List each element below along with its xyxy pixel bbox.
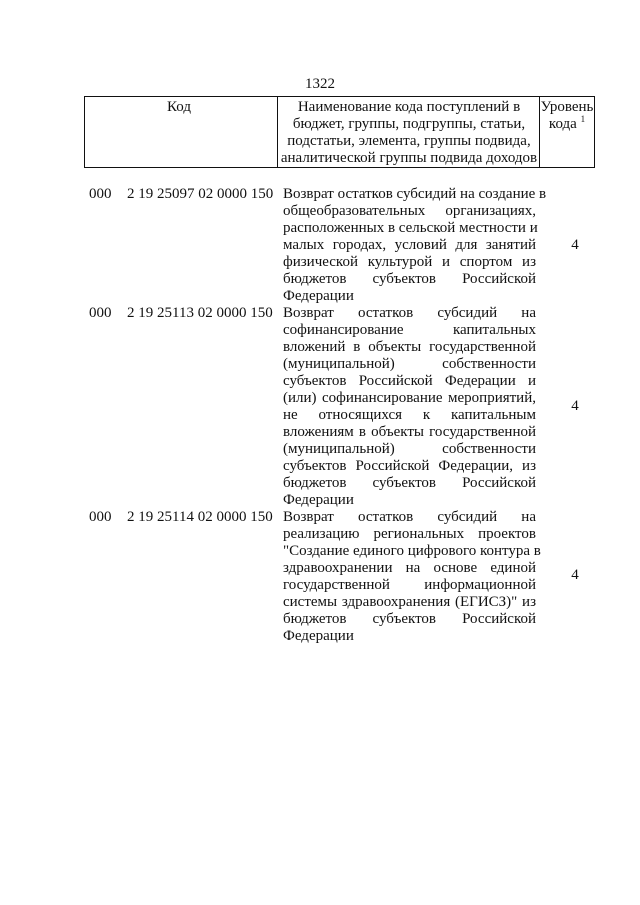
row-name-line: Возврат остатков субсидий на создание в	[283, 186, 547, 202]
header-level-line-2	[540, 116, 594, 133]
row-name	[283, 509, 541, 645]
row-prefix: 000	[89, 509, 112, 525]
row-level: 4	[571, 398, 579, 414]
row-name-line: системы здравоохранения (ЕГИСЗ)" из	[283, 594, 536, 610]
table-header-bottom-border	[84, 167, 594, 168]
header-name-line: подстатьи, элемента, группы подвида,	[287, 133, 531, 149]
row-name-line: государственной информационной	[283, 577, 536, 593]
row-prefix: 000	[89, 305, 112, 321]
row-name-line: Федерации	[283, 628, 354, 644]
row-name-line: Федерации	[283, 492, 354, 508]
page-number: 1322	[305, 76, 335, 92]
row-code: 2 19 25097 02 0000 150	[127, 186, 274, 202]
header-code: Код	[167, 99, 191, 115]
row-name-line: малых городах, условий для занятий	[283, 237, 536, 253]
footnote-marker: 1	[580, 114, 586, 124]
row-name-line: субъектов Российской Федерации и	[283, 373, 536, 389]
row-name-line: здравоохранении на основе единой	[283, 560, 536, 576]
table-header-top-border	[84, 96, 594, 97]
header-level-text: кода	[548, 116, 577, 132]
row-name-line: Возврат остатков субсидий на	[283, 305, 536, 321]
row-name-line: бюджетов субъектов Российской	[283, 475, 536, 491]
row-name-line: (муниципальной) собственности	[283, 356, 536, 372]
row-name-line: вложений в объекты государственной	[283, 339, 536, 355]
row-name-line: не относящихся к капитальным	[283, 407, 536, 423]
table-border-code-name	[277, 96, 278, 168]
row-name-line: Возврат остатков субсидий на	[283, 509, 536, 525]
header-level	[540, 99, 594, 133]
row-name-line: бюджетов субъектов Российской	[283, 611, 536, 627]
table-border-right	[594, 96, 595, 168]
row-name-line: (или) софинансирование мероприятий,	[283, 390, 536, 406]
row-name-line: Федерации	[283, 288, 354, 304]
row-prefix: 000	[89, 186, 112, 202]
row-name-line: (муниципальной) собственности	[283, 441, 536, 457]
header-name-line: аналитической группы подвида доходов	[280, 150, 538, 166]
row-name-line: субъектов Российской Федерации, из	[283, 458, 536, 474]
row-name-line: "Создание единого цифрового контура в	[283, 543, 541, 559]
row-name-line: софинансирование капитальных	[283, 322, 536, 338]
header-name-line: Наименование кода поступлений в	[297, 99, 521, 115]
row-name-line: общеобразовательных организациях,	[283, 203, 536, 219]
row-code: 2 19 25113 02 0000 150	[127, 305, 273, 321]
header-level-line: Уровень	[540, 99, 594, 115]
row-level: 4	[571, 237, 579, 253]
row-name	[283, 305, 536, 509]
row-name	[283, 186, 547, 305]
row-code: 2 19 25114 02 0000 150	[127, 509, 273, 525]
header-name-line: бюджет, группы, подгруппы, статьи,	[292, 116, 526, 132]
row-level: 4	[571, 567, 579, 583]
row-name-line: вложениям в объекты государственной	[283, 424, 536, 440]
header-name	[280, 99, 538, 167]
row-name-line: реализацию региональных проектов	[283, 526, 536, 542]
row-name-line: расположенных в сельской местности и	[283, 220, 538, 236]
row-name-line: бюджетов субъектов Российской	[283, 271, 536, 287]
row-name-line: физической культурой и спортом из	[283, 254, 536, 270]
